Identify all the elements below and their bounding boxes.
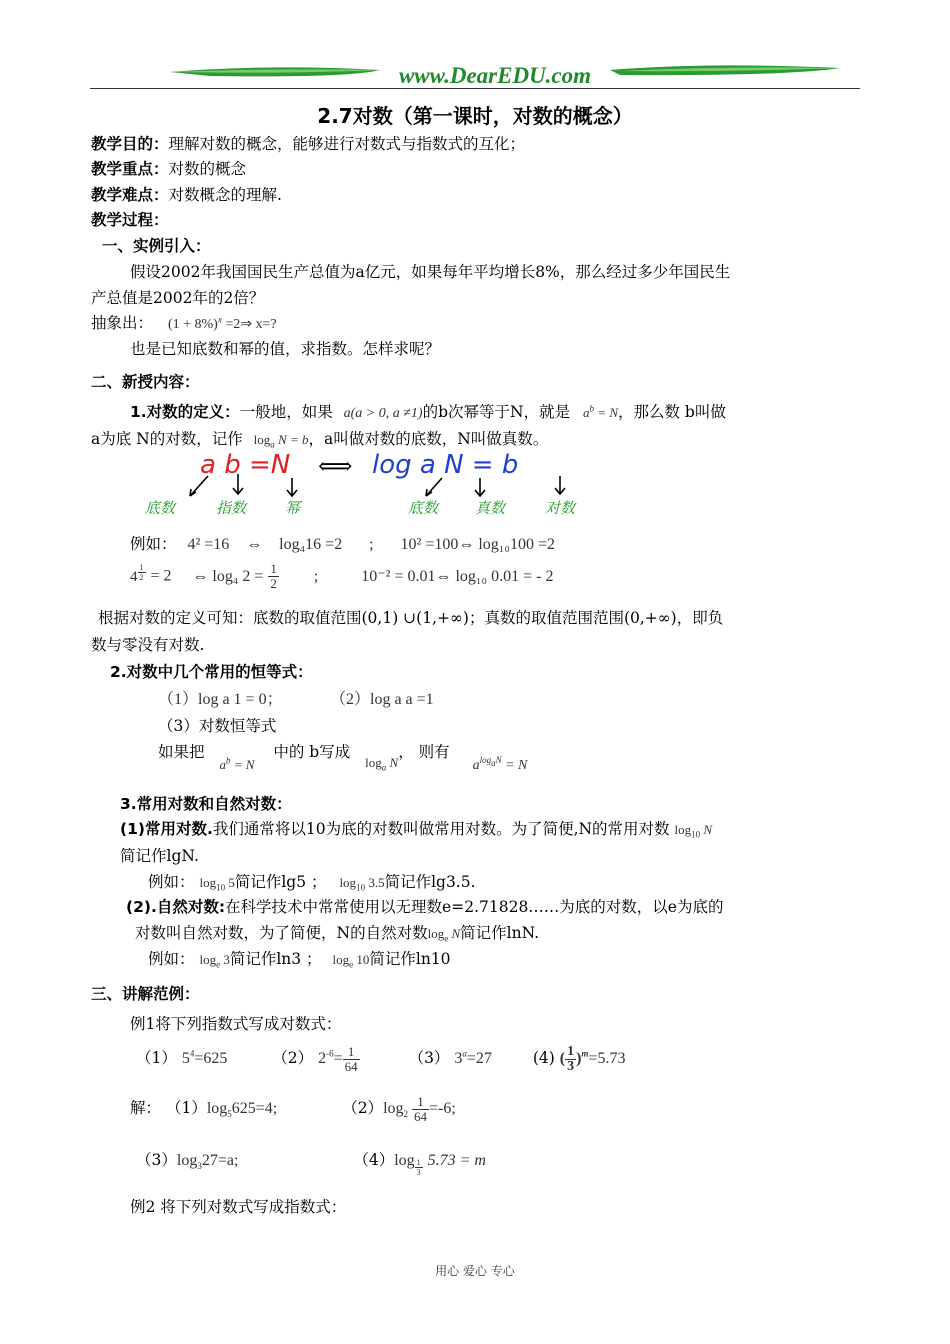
sol-item2-eq: =-6; — [429, 1100, 456, 1118]
common-text: 我们通常将以10为底的对数叫做常用对数。为了简便,N的常用对数 — [212, 820, 670, 838]
def-text-e: ，a叫做对数的底数，N叫做真数。 — [308, 430, 549, 448]
diagram-arrows — [140, 470, 600, 500]
ex1-item1-base: $5^4$ — [181, 1048, 195, 1068]
section1-abstract — [91, 311, 277, 333]
goal-text: 对数概念的理解. — [168, 186, 282, 204]
goal-label: 教学过程： — [91, 211, 169, 229]
example-2c: 10⁻² = 0.01⇔ log₁₀ 0.01 = - 2 — [361, 567, 554, 585]
section1-also: 也是已知底数和幂的值，求指数。怎样求呢？ — [130, 340, 441, 358]
ex1-item2-expr: $2^{-6}=$ $\frac{1}{64}$ — [318, 1044, 358, 1074]
example-2a: = 2 — [150, 567, 172, 585]
goal-row — [91, 132, 525, 154]
sol-item3-log: $\log_3$ — [176, 1152, 202, 1172]
sol-item4-eq: 5.73 = m — [427, 1152, 486, 1169]
section1-para-line2: 产总值是2002年的2倍？ — [91, 289, 265, 307]
sol-item1-log: $\log_5$ — [206, 1100, 232, 1120]
goal-label: 教学重点： — [91, 160, 169, 178]
common-log-notation: $\log_{10} N$ — [674, 822, 713, 840]
def-text-a: 一般地，如果 — [239, 403, 333, 421]
example-row-1 — [130, 532, 555, 554]
diagram-label-exponent: 指数 — [216, 499, 247, 517]
ex1-item3-base: 3$^a$ — [454, 1048, 467, 1068]
diagram-exp-form: a b =N — [200, 450, 291, 480]
diagram-label-antilog: 真数 — [475, 499, 506, 517]
solution-row-2 — [136, 1148, 486, 1177]
sol-item4-num: （4） — [353, 1151, 395, 1169]
arrow-base-right — [426, 478, 442, 496]
example-1a: 4² =16 — [187, 536, 230, 553]
goal-text: 理解对数的概念，能够进行对数式与指数式的互化； — [168, 135, 526, 153]
identity-4-result: $a^{log_aN} = N$ — [472, 755, 528, 773]
natural-text: 在科学技术中常常使用以无理数e=2.71828……为底的对数，以e为底的 — [225, 898, 724, 916]
abstract-label: 抽象出： — [91, 314, 154, 332]
natural-text-a: 对数叫自然对数，为了简便，N的自然对数 — [135, 924, 428, 942]
natural-line2 — [135, 921, 539, 944]
definition-line2 — [91, 427, 548, 450]
example2-title: 例2 将下列对数式写成指数式： — [130, 1198, 347, 1216]
goal-label: 教学目的： — [91, 135, 169, 153]
ex1-item2-num: （2） — [272, 1049, 314, 1068]
footer-text: 用心 爱心 专心 — [435, 1264, 515, 1278]
identities-heading: 2.对数中几个常用的恒等式： — [110, 663, 313, 681]
section1-heading: 一、实例引入： — [102, 237, 211, 255]
identity-2: （2）log a a =1 — [330, 691, 434, 708]
natural-text-b: 简记作lnN. — [460, 924, 540, 942]
header-banner-text: www.DearEDU.com — [398, 63, 592, 88]
range-line1: 根据对数的定义可知：底数的取值范围(0,1) ∪(1,+∞)；真数的取值范围范围(0,+∞)，即负 — [98, 609, 724, 627]
page-title: 2.7对数（第一课时，对数的概念） — [317, 104, 633, 128]
natural-log-notation: $\log_e N$ — [427, 926, 461, 944]
natural-ex-a: 简记作ln3 ； — [229, 950, 322, 968]
ex1-item3-num: （3） — [408, 1049, 450, 1068]
sol-item2-num: （2） — [342, 1099, 384, 1118]
def-exp-eq: $a^b = N$ — [583, 403, 618, 420]
def-exp-eq-rhs: = N — [597, 405, 618, 420]
identity-4-log: loga N — [365, 755, 399, 773]
common-ex-log5: $\log_{10} 5$ — [199, 875, 235, 893]
section2-heading: 二、新授内容： — [91, 373, 200, 391]
ex1-item1-eq: =625 — [194, 1050, 228, 1068]
common-label: (1)常用对数. — [120, 820, 213, 838]
example-1b: log₄16 =2 — [279, 536, 343, 553]
goal-row — [91, 208, 169, 230]
example-1-iff: ⇔ — [246, 536, 263, 553]
identity-4-exp: ab = N — [219, 755, 255, 772]
goal-label: 教学难点： — [91, 186, 169, 204]
identity-1: （1）log a 1 = 0； — [158, 691, 283, 708]
example-2-base: 4 $^{\frac{1}{2}}$ — [130, 562, 144, 585]
example-1c: 10² =100⇔ log₁₀100 =2 — [400, 536, 555, 553]
arrow-base-left — [190, 476, 208, 496]
def-text-c: ，那么数 b叫做 — [618, 403, 726, 421]
sol-item1-eq: 625=4; — [231, 1100, 278, 1118]
example-2-sep: ; — [313, 567, 319, 585]
sol-item3-num: （3） — [136, 1151, 177, 1169]
definition-label: 1.对数的定义： — [130, 403, 240, 421]
def-text-d: a为底 N的对数，记作 — [91, 430, 243, 448]
common-line1 — [120, 817, 712, 840]
abstract-result: =2⇒ x=? — [225, 317, 277, 332]
common-heading: 3.常用对数和自然对数： — [120, 795, 292, 813]
example-2b: ⇔ log₄ 2 = — [192, 567, 264, 585]
goal-row — [91, 157, 246, 179]
abstract-base: (1 + 8%) — [167, 317, 218, 332]
ex1-item3-eq: =27 — [466, 1050, 492, 1068]
diagram-label-base: 底数 — [145, 499, 176, 517]
natural-example — [148, 947, 451, 970]
identity-4-b: 中的 b写成 — [273, 743, 351, 761]
common-example — [148, 870, 476, 893]
def-log-eq: $\log_a N = b$ — [253, 432, 309, 450]
example1-items — [136, 1045, 625, 1074]
sol-item2-log: $\log_2$ $\frac{1}{64}$ — [383, 1094, 428, 1124]
example1-title: 例1将下列指数式写成对数式： — [130, 1015, 342, 1033]
diagram-label-power: 幂 — [285, 499, 301, 517]
def-log-eq-rhs: N = b — [278, 432, 309, 447]
sol-item3-eq: 27=a; — [201, 1152, 239, 1169]
natural-ex-b: 简记作ln10 — [369, 950, 451, 968]
identity-4 — [158, 740, 528, 773]
example-1-sep: ; — [369, 536, 374, 553]
example-label: 例如： — [130, 535, 177, 553]
common-line2: 简记作lgN. — [120, 847, 199, 865]
natural-ex-log3: $\log_e 3$ — [199, 952, 230, 970]
sol-item1-num: （1） — [165, 1099, 207, 1118]
identity-3: （3）对数恒等式 — [158, 717, 277, 735]
common-ex-a: 简记作lg5 ； — [234, 873, 327, 891]
common-ex-log35: $\log_{10} 3.5$ — [339, 875, 385, 893]
natural-line1 — [126, 895, 723, 917]
solution-label: 解： — [130, 1099, 162, 1118]
natural-ex-log10: $\log_e 10$ — [332, 952, 370, 970]
goal-row — [91, 183, 282, 205]
ex1-item1-num: （1） — [136, 1049, 177, 1068]
section3-heading: 三、讲解范例： — [91, 985, 200, 1003]
common-ex-b: 简记作lg3.5. — [384, 873, 476, 891]
range-line2: 数与零没有对数. — [91, 636, 205, 654]
example-row-2 — [130, 562, 553, 591]
diagram-label-base2: 底数 — [408, 499, 439, 517]
diagram-label-log: 对数 — [545, 499, 576, 517]
diagram-log-form: log a N = b — [372, 450, 519, 480]
solution-row-1 — [130, 1095, 456, 1124]
abstract-formula — [167, 314, 277, 332]
natural-label: (2).自然对数: — [126, 898, 226, 916]
natural-ex-label: 例如： — [148, 950, 195, 968]
common-ex-label: 例如： — [148, 873, 195, 891]
header-banner-logo — [150, 58, 850, 92]
diagram-equivalence-arrow: ⟺ — [318, 452, 353, 480]
def-condition: a(a > 0, a ≠1) — [343, 406, 423, 421]
ex1-item4-num: (4) — [532, 1049, 555, 1068]
identity-4-c: ， 则有 — [398, 743, 450, 761]
ex1-item4-expr: ( $\frac{1}{3}$ )$^m$ — [559, 1044, 589, 1074]
ex1-item4-eq: =5.73 — [588, 1050, 626, 1068]
section1-para-line1: 假设2002年我国国民生产总值为a亿元，如果每年平均增长8%，那么经过多少年国民生 — [130, 263, 731, 281]
fraction-one-half: $\frac{1}{2}$ — [270, 561, 277, 591]
def-text-b: 的b次幂等于N，就是 — [422, 403, 571, 421]
abstract-exp: x — [217, 314, 222, 325]
identity-4-a: 如果把 — [158, 743, 205, 761]
sol-item4-log: log $_{\frac{1}{3}}$ — [394, 1152, 421, 1177]
goal-text: 对数的概念 — [168, 160, 247, 178]
definition-line1 — [130, 400, 726, 422]
header-rule — [90, 88, 860, 89]
